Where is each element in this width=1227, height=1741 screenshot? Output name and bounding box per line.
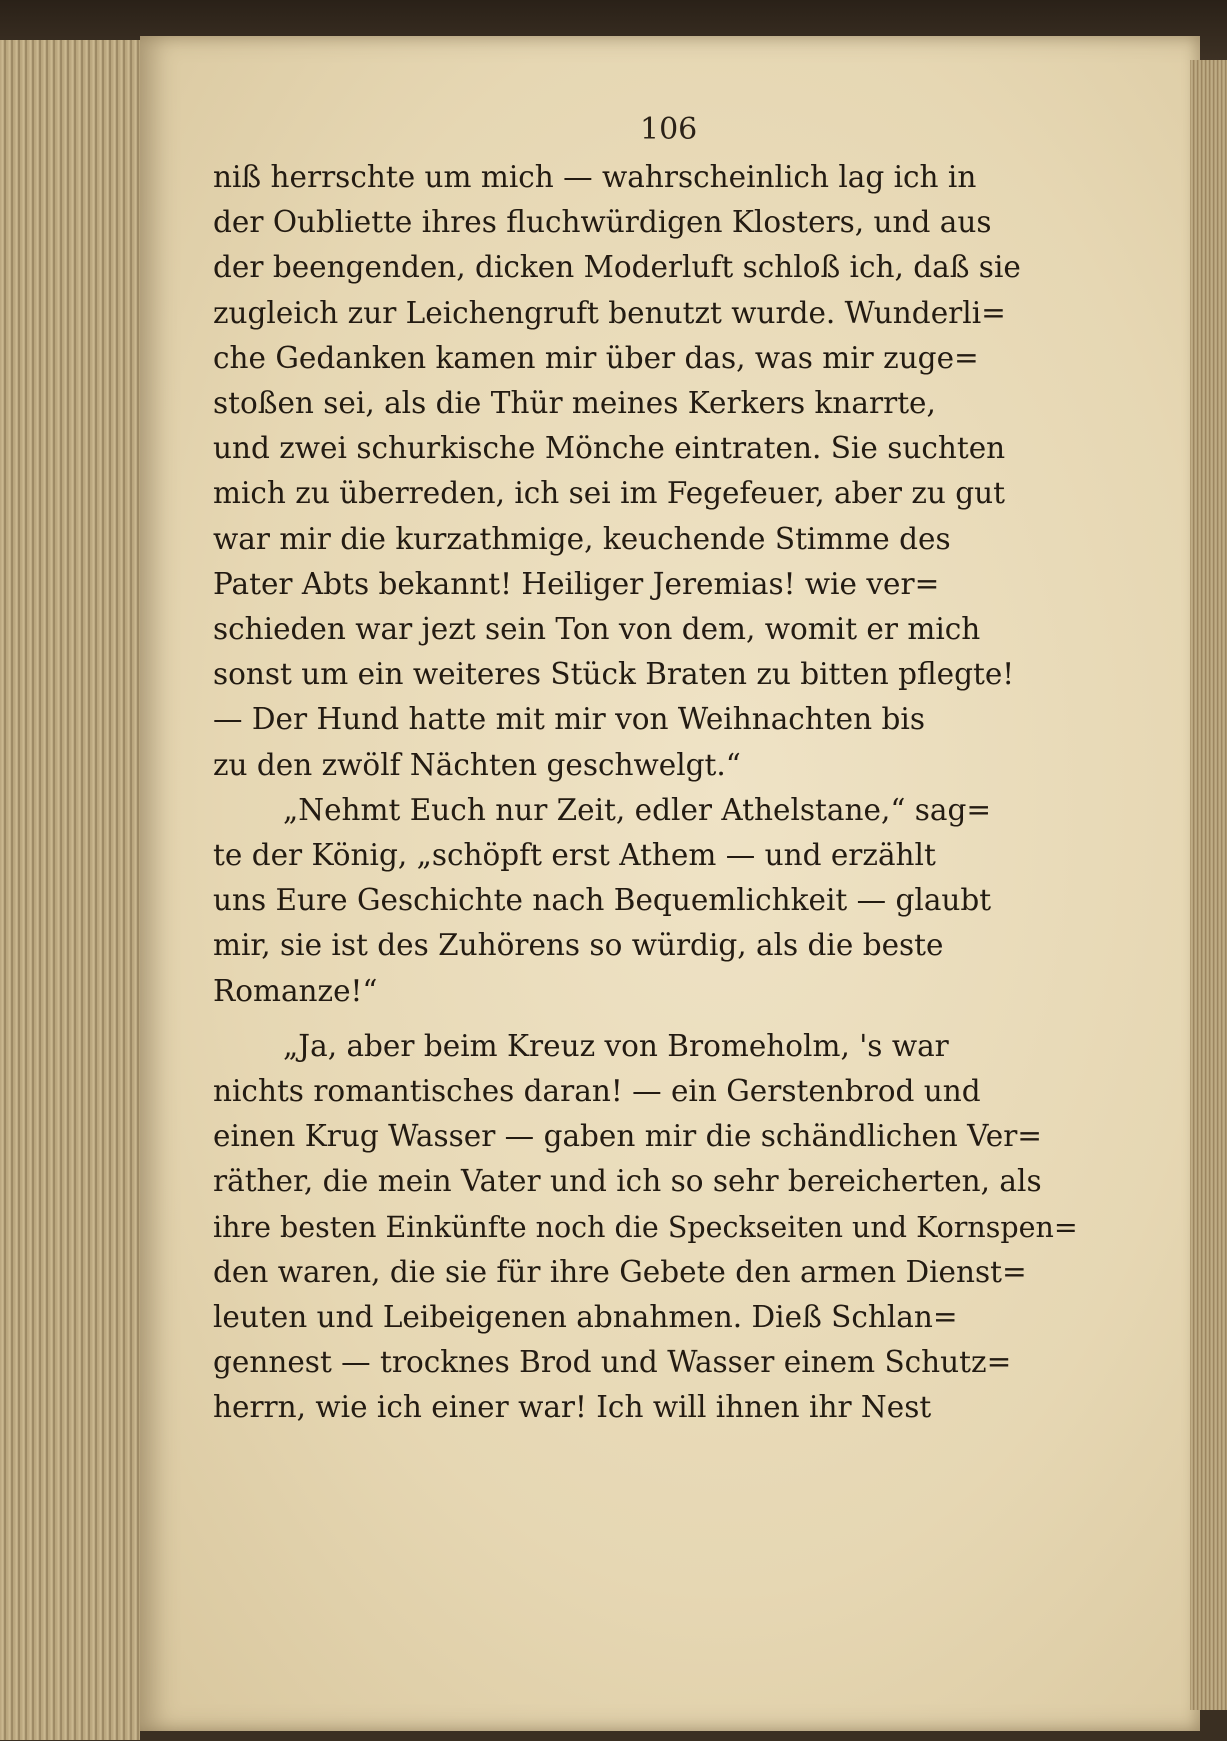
text-line: te der König, „schöpft erst Athem — und erzählt	[213, 838, 936, 873]
body-text	[213, 155, 1083, 1431]
text-line: räther, die mein Vater und ich so sehr bereicherten, als	[213, 1164, 1042, 1199]
text-line: gennest — trocknes Brod und Wasser einem Schutz=	[213, 1345, 1012, 1380]
text-line: den waren, die sie für ihre Gebete den armen Dienst=	[213, 1254, 1027, 1289]
text-line: leuten und Leibeigenen abnahmen. Dieß Schlan=	[213, 1300, 958, 1335]
text-line: der beengenden, dicken Moderluft schloß ich, daß sie	[213, 250, 1021, 285]
text-line: uns Eure Geschichte nach Bequemlichkeit — glaubt	[213, 883, 992, 918]
page-stack-left	[0, 40, 140, 1740]
text-line: — Der Hund hatte mit mir von Weihnachten bis	[213, 702, 925, 737]
text-line: stoßen sei, als die Thür meines Kerkers knarrte,	[213, 386, 936, 421]
text-line: und zwei schurkische Mönche eintraten. Sie suchten	[213, 431, 1006, 466]
text-line: zugleich zur Leichengruft benutzt wurde. Wunderli=	[213, 295, 1006, 330]
text-line: herrn, wie ich einer war! Ich will ihnen ihr Nest	[213, 1390, 932, 1425]
text-line: mir, sie ist des Zuhörens so würdig, als die beste	[213, 928, 944, 963]
text-line: „Ja, aber beim Kreuz von Bromeholm, 's war	[283, 1028, 949, 1063]
text-line: Romanze!“	[213, 973, 378, 1008]
text-line: „Nehmt Euch nur Zeit, edler Athelstane,“ sag=	[283, 792, 992, 827]
page-stack-right	[1190, 60, 1227, 1710]
text-line: niß herrschte um mich — wahrscheinlich lag ich in	[213, 160, 977, 194]
text-line: nichts romantisches daran! — ein Gerstenbrod und	[213, 1074, 981, 1109]
text-line: ihre besten Einkünfte noch die Speckseiten und Kornspen=	[213, 1210, 1078, 1244]
text-line: zu den zwölf Nächten geschwelgt.“	[213, 747, 741, 782]
page-number: 106	[640, 112, 698, 147]
text-line: sonst um ein weiteres Stück Braten zu bitten pflegte!	[213, 657, 1015, 692]
text-line: che Gedanken kamen mir über das, was mir zuge=	[213, 340, 979, 375]
text-line: schieden war jezt sein Ton von dem, womit er mich	[213, 612, 981, 647]
text-line: mich zu überreden, ich sei im Fegefeuer, aber zu gut	[213, 476, 1006, 511]
text-line: der Oubliette ihres fluchwürdigen Klosters, und aus	[213, 205, 992, 240]
text-line: war mir die kurzathmige, keuchende Stimme des	[213, 521, 951, 556]
text-line: einen Krug Wasser — gaben mir die schändlichen Ver=	[213, 1119, 1043, 1154]
text-line: Pater Abts bekannt! Heiliger Jeremias! wie ver=	[213, 566, 940, 601]
